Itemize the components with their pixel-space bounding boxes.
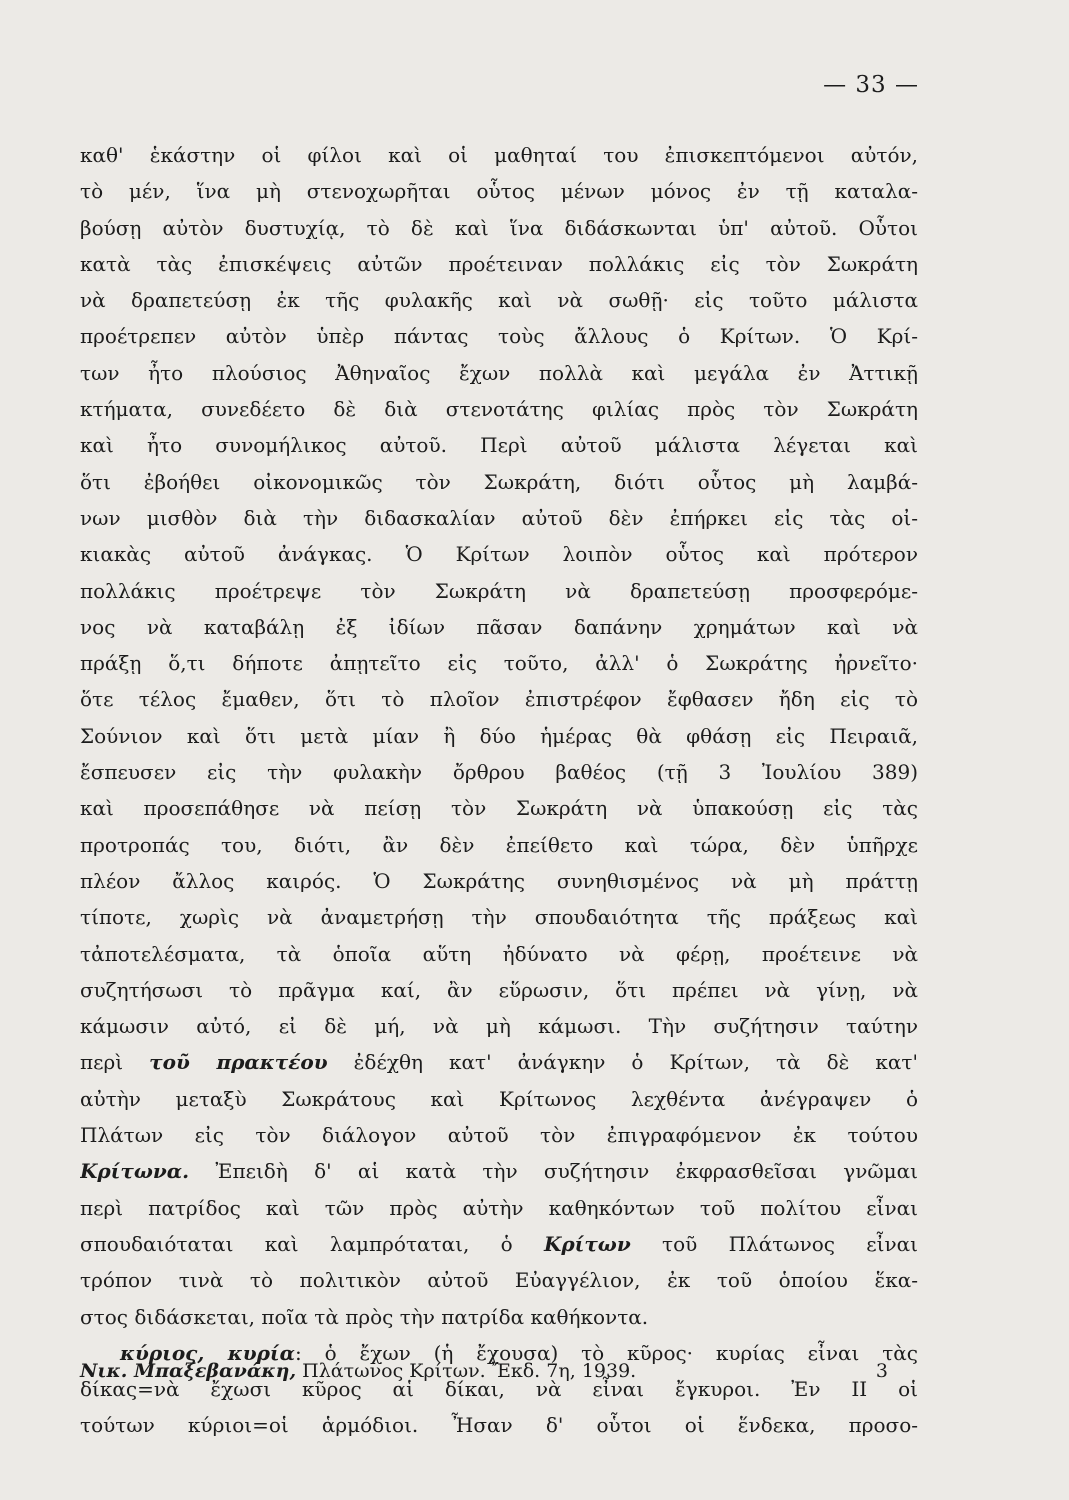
footer-author: Νικ. Μπαξεβανάκη, <box>80 1360 297 1382</box>
text-segment: ἔσπευσεν εἰς τὴν φυλακὴν ὄρθρου βαθέος (τῇ 3 Ἰουλίου 389) <box>80 760 918 785</box>
footer <box>80 1360 888 1382</box>
text-segment: σπουδαιόταται καὶ λαμπρόταται, ὁ <box>80 1231 544 1256</box>
text-line <box>80 645 918 681</box>
text-line <box>80 790 918 826</box>
text-line <box>80 754 918 790</box>
text-line <box>80 863 918 899</box>
text-line <box>80 1299 918 1335</box>
text-segment: στος διδάσκεται, ποῖα τὰ πρὸς τὴν πατρίδα καθήκοντα. <box>80 1304 649 1329</box>
text-segment: καὶ προσεπάθησε νὰ πείσῃ τὸν Σωκράτη νὰ ὑπακούσῃ εἰς τὰς <box>80 796 918 821</box>
text-segment: : ὁ ἔχων (ἡ ἔχουσα) τὸ κῦρος· κυρίας εἶναι τὰς <box>295 1340 918 1365</box>
emphasized-text: Κρίτωνα. <box>80 1159 190 1184</box>
text-segment: καὶ ἦτο συνομήλικος αὐτοῦ. Περὶ αὐτοῦ μάλιστα λέγεται καὶ <box>80 433 918 458</box>
text-segment: των ἦτο πλούσιος Ἀθηναῖος ἔχων πολλὰ καὶ μεγάλα ἐν Ἀττικῇ <box>80 360 918 385</box>
footer-citation <box>80 1360 636 1382</box>
text-segment: αὐτὴν μεταξὺ Σωκράτους καὶ Κρίτωνος λεχθέντα ἀνέγραψεν ὁ <box>80 1086 918 1111</box>
text-segment: τἀποτελέσματα, τὰ ὁποῖα αὕτη ἠδύνατο νὰ φέρῃ, προέτεινε νὰ <box>80 941 918 966</box>
text-segment: κατὰ τὰς ἐπισκέψεις αὐτῶν προέτειναν πολλάκις εἰς τὸν Σωκράτη <box>80 251 918 276</box>
text-line <box>80 718 918 754</box>
text-segment: πολλάκις προέτρεψε τὸν Σωκράτη νὰ δραπετεύσῃ προσφερόμε- <box>80 578 918 603</box>
text-line <box>80 1117 918 1153</box>
text-line <box>80 318 918 354</box>
text-segment: Πλάτων εἰς τὸν διάλογον αὐτοῦ τὸν ἐπιγραφόμενον ἐκ τούτου <box>80 1123 918 1148</box>
text-segment: ὅτε τέλος ἔμαθεν, ὅτι τὸ πλοῖον ἐπιστρέφον ἔφθασεν ἤδη εἰς τὸ <box>80 687 918 712</box>
text-segment: καθ' ἑκάστην οἱ φίλοι καὶ οἱ μαθηταί του ἐπισκεπτόμενοι αὐτόν, <box>80 143 918 167</box>
text-segment: περὶ <box>80 1050 150 1075</box>
text-segment: Σούνιον καὶ ὅτι μετὰ μίαν ἢ δύο ἡμέρας θὰ φθάσῃ εἰς Πειραιᾶ, <box>80 723 918 748</box>
text-segment: τίποτε, χωρὶς νὰ ἀναμετρήσῃ τὴν σπουδαιότητα τῆς πράξεως καὶ <box>80 905 918 930</box>
text-line <box>80 681 918 717</box>
text-segment: νος νὰ καταβάλῃ ἐξ ἰδίων πᾶσαν δαπάνην χρημάτων καὶ νὰ <box>80 614 918 639</box>
text-line <box>80 137 918 173</box>
emphasized-text: τοῦ πρακτέου <box>149 1050 328 1075</box>
text-segment: Ἐπειδὴ δ' αἱ κατὰ τὴν συζήτησιν ἐκφρασθεῖσαι γνῶμαι <box>189 1159 918 1184</box>
text-segment: προτροπάς του, διότι, ἂν δὲν ἐπείθετο καὶ τώρα, δὲν ὑπῆρχε <box>80 832 918 857</box>
text-line <box>80 1044 918 1080</box>
text-segment: ἐδέχθη κατ' ἀνάγκην ὁ Κρίτων, τὰ δὲ κατ' <box>327 1050 918 1075</box>
text-segment: ὅτι ἐβοήθει οἰκονομικῶς τὸν Σωκράτη, διότι οὗτος μὴ λαμβά- <box>80 469 918 494</box>
signature-mark: 3 <box>875 1360 888 1382</box>
text-segment: πράξῃ ὅ,τι δήποτε ἀπῃτεῖτο εἰς τοῦτο, ἀλλ' ὁ Σωκράτης ἠρνεῖτο· <box>80 651 918 676</box>
text-line <box>80 391 918 427</box>
text-line <box>80 1008 918 1044</box>
text-segment: δίκας=νὰ ἔχωσι κῦρος αἱ δίκαι, νὰ εἶναι ἔγκυροι. Ἐν ΙΙ οἱ <box>80 1377 918 1402</box>
emphasized-text: κύριος, κυρία <box>120 1340 296 1365</box>
text-segment: κιακὰς αὐτοῦ ἀνάγκας. Ὁ Κρίτων λοιπὸν οὗτος καὶ πρότερον <box>80 542 918 567</box>
text-segment: πλέον ἄλλος καιρός. Ὁ Σωκράτης συνηθισμένος νὰ μὴ πράττῃ <box>80 868 918 893</box>
text-segment: βούσῃ αὐτὸν δυστυχίᾳ, τὸ δὲ καὶ ἵνα διδάσκωνται ὑπ' αὐτοῦ. Οὗτοι <box>80 215 918 240</box>
text-line <box>80 1407 918 1443</box>
text-line <box>80 1153 918 1189</box>
text-line <box>80 1190 918 1226</box>
text-segment: προέτρεπεν αὐτὸν ὑπὲρ πάντας τοὺς ἄλλους ὁ Κρίτων. Ὁ Κρί- <box>80 324 918 349</box>
page-number: — 33 — <box>823 72 919 98</box>
text-line <box>80 536 918 572</box>
text-line <box>80 210 918 246</box>
text-segment: νὰ δραπετεύσῃ ἐκ τῆς φυλακῆς καὶ νὰ σωθῇ· εἰς τοῦτο μάλιστα <box>80 288 918 313</box>
emphasized-text: Κρίτων <box>543 1231 631 1256</box>
text-segment: συζητήσωσι τὸ πρᾶγμα καί, ἂν εὕρωσιν, ὅτι πρέπει νὰ γίνῃ, νὰ <box>80 977 918 1002</box>
text-line <box>80 1226 918 1262</box>
text-line <box>80 1262 918 1298</box>
text-line <box>80 464 918 500</box>
body-text <box>80 137 918 1444</box>
text-line <box>80 573 918 609</box>
text-segment: τοῦ Πλάτωνος εἶναι <box>630 1231 918 1256</box>
footer-title: Πλάτωνος Κρίτων. Ἔκδ. 7η, 1939. <box>296 1360 637 1382</box>
text-segment: τὸ μέν, ἵνα μὴ στενοχωρῆται οὗτος μένων μόνος ἐν τῇ καταλα- <box>80 179 918 204</box>
text-line <box>80 609 918 645</box>
text-line <box>80 1081 918 1117</box>
text-line <box>80 827 918 863</box>
text-line <box>80 500 918 536</box>
text-segment: κάμωσιν αὐτό, εἰ δὲ μή, νὰ μὴ κάμωσι. Τὴν συζήτησιν ταύτην <box>80 1014 918 1039</box>
text-line <box>80 899 918 935</box>
text-segment: τούτων κύριοι=οἱ ἁρμόδιοι. Ἦσαν δ' οὗτοι οἱ ἕνδεκα, προσο- <box>80 1413 918 1438</box>
text-segment: τρόπον τινὰ τὸ πολιτικὸν αὐτοῦ Εὐαγγέλιον, ἐκ τοῦ ὁποίου ἕκα- <box>80 1268 918 1293</box>
text-segment: περὶ πατρίδος καὶ τῶν πρὸς αὐτὴν καθηκόντων τοῦ πολίτου εἶναι <box>80 1195 918 1220</box>
text-segment: νων μισθὸν διὰ τὴν διδασκαλίαν αὐτοῦ δὲν ἐπήρκει εἰς τὰς οἰ- <box>80 505 918 530</box>
text-segment: κτήματα, συνεδέετο δὲ διὰ στενοτάτης φιλίας πρὸς τὸν Σωκράτη <box>80 397 918 422</box>
text-line <box>80 173 918 209</box>
text-line <box>80 355 918 391</box>
text-line <box>80 972 918 1008</box>
text-line <box>80 246 918 282</box>
text-line <box>80 936 918 972</box>
text-line <box>80 427 918 463</box>
text-line <box>80 282 918 318</box>
